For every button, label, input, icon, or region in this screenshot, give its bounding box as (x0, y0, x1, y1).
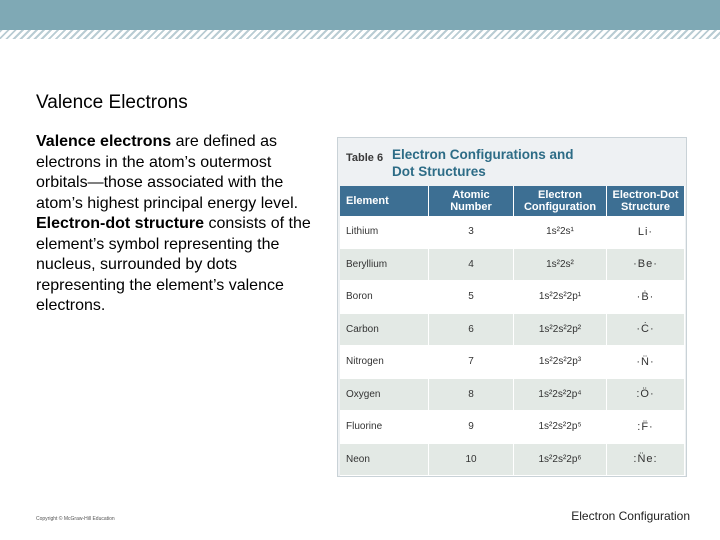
element-name: Beryllium (340, 248, 429, 281)
electron-dot-structure: ·N̈· (607, 346, 685, 379)
electron-dot-structure: :N̈e: (607, 443, 685, 476)
electron-config-table (337, 137, 687, 477)
electron-dot-structure: Li· (607, 216, 685, 248)
electron-dot-structure: ·Ċ· (607, 313, 685, 346)
column-header: Electron-Dot Structure (607, 186, 685, 216)
table-row (340, 248, 685, 281)
table-row (340, 313, 685, 346)
element-name: Boron (340, 281, 429, 314)
top-banner (0, 0, 720, 30)
decorative-stripe (0, 30, 720, 39)
data-grid (340, 186, 685, 476)
electron-configuration: 1s²2s²2p⁴ (514, 378, 607, 411)
column-header: Element (340, 186, 429, 216)
electron-dot-structure: ·Be· (607, 248, 685, 281)
electron-dot-structure: ·Ḃ· (607, 281, 685, 314)
atomic-number: 9 (429, 411, 514, 444)
atomic-number: 6 (429, 313, 514, 346)
atomic-number: 10 (429, 443, 514, 476)
element-name: Carbon (340, 313, 429, 346)
electron-configuration: 1s²2s² (514, 248, 607, 281)
electron-configuration: 1s²2s¹ (514, 216, 607, 248)
slide-title: Valence Electrons (36, 92, 188, 113)
term-electron-dot-structure: Electron-dot structure (36, 215, 205, 232)
table-number: Table 6 (346, 152, 384, 164)
element-name: Lithium (340, 216, 429, 248)
electron-configuration: 1s²2s²2p² (514, 313, 607, 346)
atomic-number: 5 (429, 281, 514, 314)
element-name: Neon (340, 443, 429, 476)
atomic-number: 8 (429, 378, 514, 411)
definition-text-1: are defined as electrons in the atom’s outermost orbitals—those associated with the atom’s highest principal energy level. (36, 133, 299, 212)
table-title: Electron Configurations and Dot Structures (392, 147, 574, 179)
table-row (340, 346, 685, 379)
element-name: Oxygen (340, 378, 429, 411)
element-name: Nitrogen (340, 346, 429, 379)
column-header-row (340, 186, 685, 216)
body-paragraph (36, 132, 326, 317)
table-row (340, 411, 685, 444)
electron-configuration: 1s²2s²2p¹ (514, 281, 607, 314)
electron-configuration: 1s²2s²2p³ (514, 346, 607, 379)
element-name: Fluorine (340, 411, 429, 444)
electron-configuration: 1s²2s²2p⁵ (514, 411, 607, 444)
electron-configuration: 1s²2s²2p⁶ (514, 443, 607, 476)
table-row (340, 443, 685, 476)
table-row (340, 378, 685, 411)
column-header: Atomic Number (429, 186, 514, 216)
footer-label: Electron Configuration (571, 509, 690, 523)
term-valence-electrons: Valence electrons (36, 133, 172, 150)
atomic-number: 4 (429, 248, 514, 281)
column-header: Electron Configuration (514, 186, 607, 216)
atomic-number: 7 (429, 346, 514, 379)
definition-text-2: consists of the element’s symbol representing the nucleus, surrounded by dots representing the element’s valence electrons. (36, 215, 311, 314)
electron-dot-structure: :F̈· (607, 411, 685, 444)
atomic-number: 3 (429, 216, 514, 248)
copyright-notice: Copyright © McGraw-Hill Education (36, 516, 115, 522)
electron-dot-structure: :Ö· (607, 378, 685, 411)
table-row (340, 281, 685, 314)
table-row (340, 216, 685, 248)
